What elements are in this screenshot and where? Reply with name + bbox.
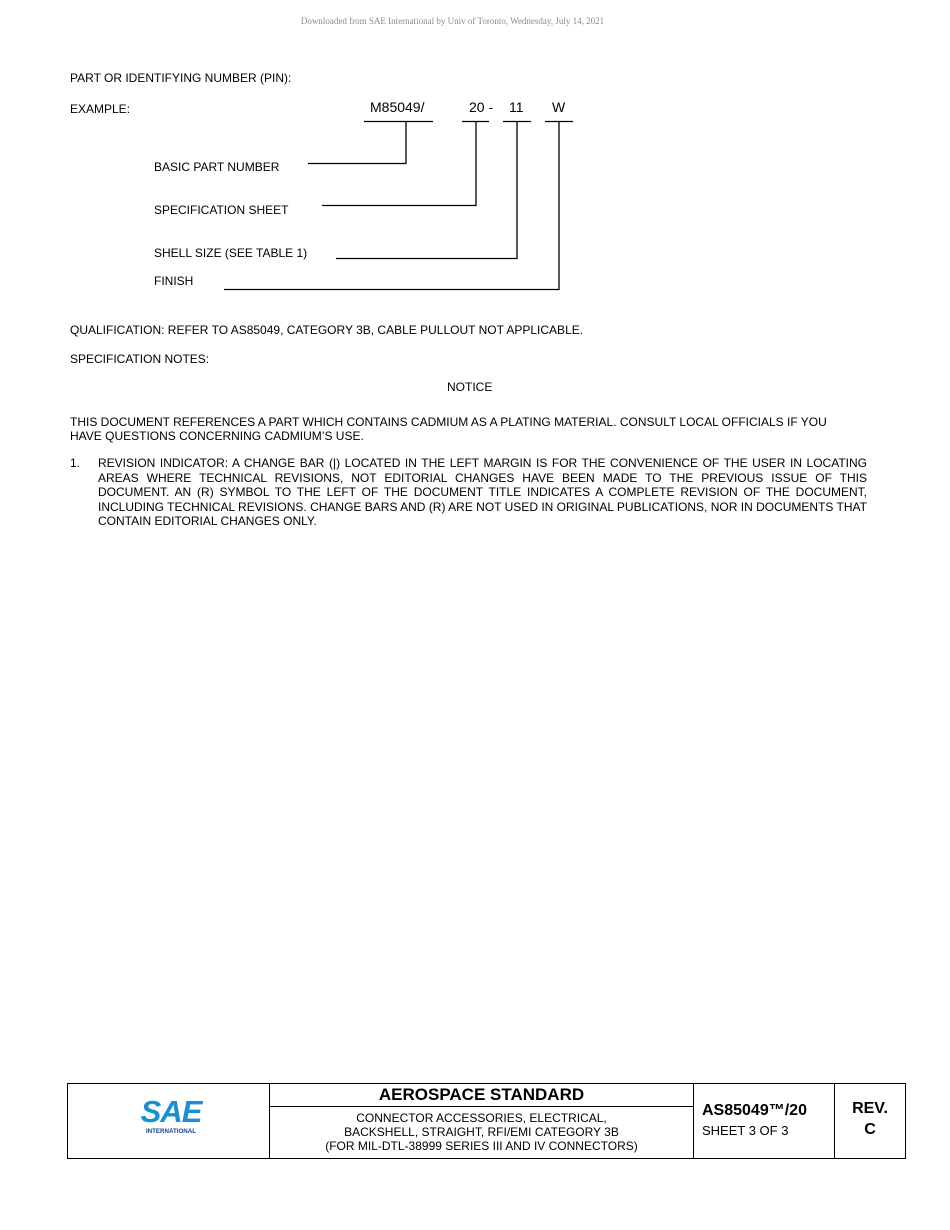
description-line: (FOR MIL-DTL-38999 SERIES III AND IV CONNECTORS) — [325, 1139, 638, 1153]
document-id-cell — [694, 1084, 835, 1158]
pin-callout-lines — [0, 0, 950, 320]
notice-body: THIS DOCUMENT REFERENCES A PART WHICH CONTAINS CADMIUM AS A PLATING MATERIAL. CONSULT LOCAL OFFICIALS IF YOU HAVE QUESTIONS CONCERNING CADMIUM’S USE. — [70, 415, 827, 443]
leader-size — [336, 122, 517, 259]
callout-finish: FINISH — [154, 274, 194, 288]
leader-basic — [308, 122, 406, 164]
document-number: AS85049™/20 — [702, 1102, 807, 1119]
logo-cell — [68, 1084, 270, 1158]
title-cell — [270, 1084, 694, 1158]
download-watermark: Downloaded from SAE International by Univ of Toronto, Wednesday, July 14, 2021 — [300, 16, 605, 26]
leader-sheet — [322, 122, 476, 206]
spec-note-number: 1. — [70, 456, 81, 470]
spec-note-item — [70, 456, 867, 529]
pin-segment-size: 11 — [509, 99, 524, 115]
spec-notes-heading: SPECIFICATION NOTES: — [70, 352, 210, 366]
revision-cell — [835, 1084, 905, 1158]
sae-logo — [136, 1092, 206, 1138]
sheet-number: SHEET 3 OF 3 — [702, 1123, 789, 1138]
standard-description — [270, 1111, 693, 1153]
notice-title: NOTICE — [447, 380, 493, 394]
pin-heading: PART OR IDENTIFYING NUMBER (PIN): — [70, 71, 292, 85]
callout-shell-size: SHELL SIZE (SEE TABLE 1) — [154, 246, 308, 260]
revision-value: C — [864, 1121, 876, 1138]
callout-basic-part-number: BASIC PART NUMBER — [154, 160, 280, 174]
standard-title: AEROSPACE STANDARD — [270, 1084, 693, 1107]
logo-mark-text: SAE — [140, 1094, 202, 1129]
description-line: BACKSHELL, STRAIGHT, RFI/EMI CATEGORY 3B — [344, 1125, 619, 1139]
callout-specification-sheet: SPECIFICATION SHEET — [154, 203, 289, 217]
spec-note-text: REVISION INDICATOR: A CHANGE BAR (|) LOCATED IN THE LEFT MARGIN IS FOR THE CONVENIENCE OF THE USER IN LOCATING AREAS WHERE TECHNICAL REVISIONS, NOT EDITORIAL CHANGES HAVE BEEN MADE TO THE PREVIOUS ISSUE OF THIS DOCUMENT. AN (R) SYMBOL TO THE LEFT OF THE DOCUMENT TITLE INDICATES A COMPLETE REVISION OF THE DOCUMENT, INCLUDING TECHNICAL REVISIONS. CHANGE BARS AND (R) ARE NOT USED IN ORIGINAL PUBLICATIONS, NOR IN DOCUMENTS THAT CONTAIN EDITORIAL CHANGES ONLY. — [98, 456, 867, 528]
description-line: CONNECTOR ACCESSORIES, ELECTRICAL, — [356, 1111, 607, 1125]
qualification-text: QUALIFICATION: REFER TO AS85049, CATEGORY 3B, CABLE PULLOUT NOT APPLICABLE. — [70, 323, 584, 337]
revision-label: REV. — [852, 1100, 888, 1117]
logo-subtext: INTERNATIONAL — [145, 1128, 197, 1135]
example-label: EXAMPLE: — [70, 102, 131, 116]
pin-segment-basic: M85049/ — [370, 99, 425, 115]
pin-segment-sheet: 20 - — [469, 99, 494, 115]
title-block — [67, 1083, 906, 1159]
pin-segment-finish: W — [552, 99, 566, 115]
